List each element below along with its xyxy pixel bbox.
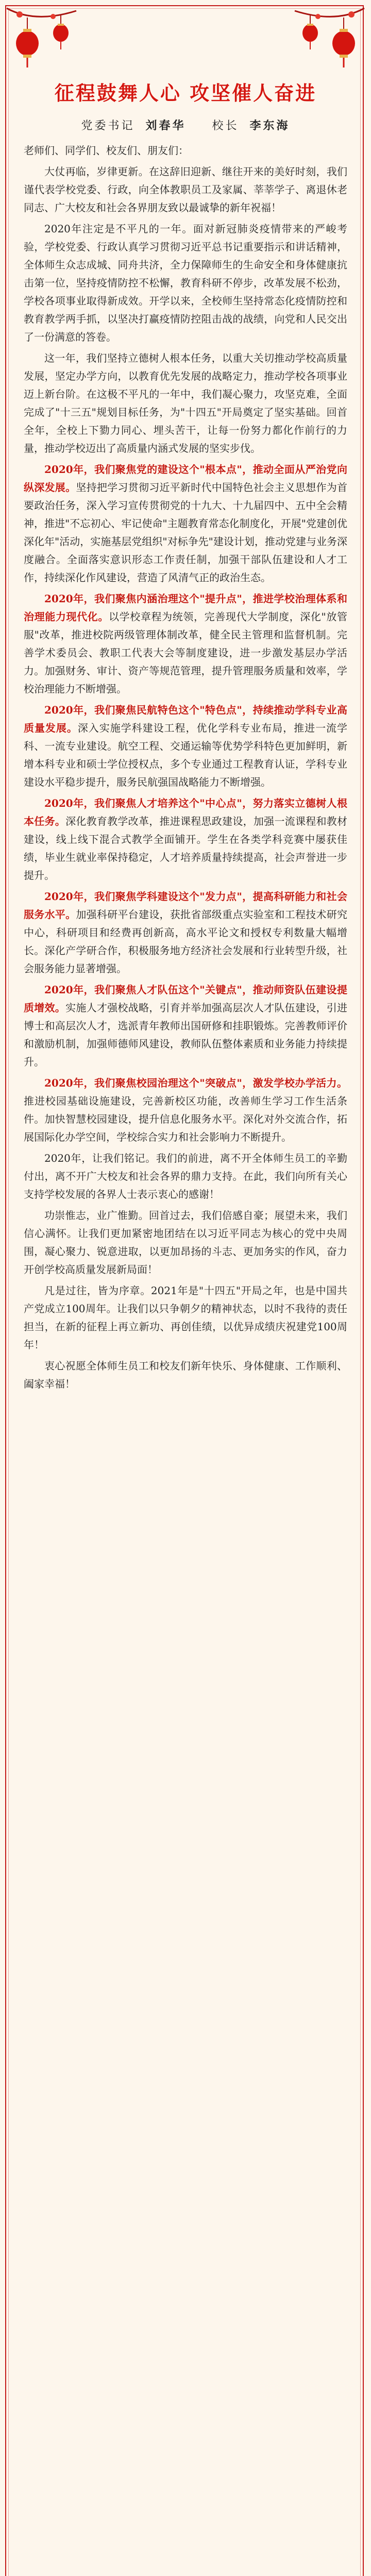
byline-name-president: 李东海 [249,119,290,132]
lantern-decoration-left [4,3,81,75]
closing-paragraph: 功崇惟志，业广惟勤。回首过去，我们倍感自豪；展望未来，我们信心满怀。让我们更加紧密地团结在以习近平同志为核心的党中央周围，凝心聚力、锐意进取，以更加昂扬的斗志、更加务实的作风，奋力开创学校高质量发展新局面！ [24,1209,347,1276]
section-paragraph [24,794,347,885]
section-lead: 2020年，我们聚焦校园治理这个"突破点"，激发学校办学活力。 [44,1077,347,1089]
section-lead: 2020年，我们聚焦党的建设这个"根本点"，推动全面从严治党向纵深发展。 [24,463,347,494]
section-lead: 2020年，我们聚焦内涵治理这个"提升点"，推进学校治理体系和治理能力现代化。 [24,592,347,623]
byline-role-secretary: 党委书记 [81,120,135,132]
section-lead: 2020年，我们聚焦学科建设这个"发力点"，提高科研能力和社会服务水平。 [24,890,347,921]
lantern-decoration-right [290,3,367,75]
flower-ornament-icon [16,11,23,18]
intro-paragraph: 2020年注定是不平凡的一年。面对新冠肺炎疫情带来的严峻考验，学校党委、行政认真学习贯彻习近平总书记重要指示和讲话精神，全体师生众志成城、同舟共济，全力保障师生的生命安全和身体健康抗击第一位，坚持疫情防控不松懈，教育科研不停步，改革发展不松劲，学校各项事业取得新成效。开学以来，全校师生坚持常态化疫情防控和教育教学两手抓，以坚决打赢疫情防控阻击战的战绩，向党和人民交出了一份满意的答卷。 [24,223,347,343]
section-text: 坚持把学习贯彻习近平新时代中国特色社会主义思想作为首要政治任务，深入学习宣传贯彻党的十九大、十九届四中、五中全会精神，推进"不忘初心、牢记使命"主题教育常态化制度化，开展"党建创优深化年"活动，实施基层党组织"对标争先"建设计划，推动党建与业务深度融合。全面落实意识形态工作责任制，加强干部队伍建设和人才工作，持续深化作风建设，营造了风清气正的政治生态。 [24,481,348,584]
section-paragraph [24,461,347,587]
lantern-icon [302,24,318,42]
closing-paragraph: 2020年，让我们铭记。我们的前进，离不开全体师生员工的辛勤付出，离不开广大校友和社会各界的鼎力支持。在此，我们向所有关心支持学校发展的各界人士表示衷心的感谢！ [24,1152,347,1200]
byline [21,117,350,133]
article-body [24,142,347,2576]
section-paragraph [24,981,347,1071]
intro-paragraph: 这一年，我们坚持立德树人根本任务，以重大关切推动学校高质量发展，坚定办学方向，以教育优先发展的战略定力，推动学校各项事业迈上新台阶。在这极不平凡的一年中，我们凝心聚力，攻坚克难，全面完成了"十三五"规划目标任务，为"十四五"开局奠定了坚实基础。回首全年，全校上下勠力同心、埋头苦干，让每一份努力都化作前行的力量，推动学校迈出了高质量内涵式发展的坚实步伐。 [24,352,347,454]
section-text: 加强科研平台建设，获批省部级重点实验室和工程技术研究中心，科研项目和经费再创新高，高水平论文和授权专利数量大幅增长。深化产学研合作，积极服务地方经济社会发展和行业转型升级，社会服务能力显著增强。 [24,908,348,975]
section-lead: 2020年，我们聚焦民航特色这个"特色点"，持续推动学科专业高质量发展。 [24,704,347,734]
section-paragraph [24,590,347,698]
lantern-icon [53,24,69,42]
section-text: 深入实施学科建设工程，优化学科专业布局，推进一流学科、一流专业建设。航空工程、交通运输等优势学科特色更加鲜明，新增本科专业和硕士学位授权点，多个专业通过工程教育认证，学科专业建设水平稳步提升，服务民航强国战略能力不断增强。 [24,722,348,788]
section-paragraph [24,1074,347,1146]
closing-paragraph: 凡是过往，皆为序章。2021年是"十四五"开局之年，也是中国共产党成立100周年。让我们以只争朝夕的精神状态，以时不我待的责任担当，在新的征程上再立新功、再创佳绩，以优异成绩庆祝建党100周年！ [24,1284,347,1351]
section-text: 推进校园基础设施建设，完善新校区功能，改善师生学习工作生活条件。加快智慧校园建设，提升信息化服务水平。深化对外交流合作，拓展国际化办学空间，学校综合实力和社会影响力不断提升。 [24,1095,347,1143]
section-paragraph [24,701,347,791]
section-paragraph [24,888,347,978]
flower-ornament-icon [50,14,56,19]
section-lead: 2020年，我们聚焦人才队伍这个"关键点"，推动师资队伍建设提质增效。 [24,984,347,1014]
byline-role-president: 校长 [212,120,239,132]
closing-wishes: 衷心祝愿全体师生员工和校友们新年快乐、身体健康、工作顺利、阖家幸福！ [24,1360,347,1390]
article-title: 征程鼓舞人心 攻坚催人奋进 [54,81,317,105]
lantern-icon [332,31,355,56]
lantern-icon [16,31,39,56]
flower-ornament-icon [315,14,321,19]
flower-ornament-icon [348,11,355,18]
section-text: 深化教育教学改革，推进课程思政建设，加强一流课程和教材建设，线上线下混合式教学全面铺开。学生在各类学科竞赛中屡获佳绩，毕业生就业率保持稳定，人才培养质量持续提高，社会声誉进一步提升。 [24,815,348,882]
article-header [21,77,350,133]
section-text: 以学校章程为统领，完善现代大学制度，深化"放管服"改革，推进校院两级管理体制改革，健全民主管理和监督机制。完善学术委员会、教职工代表大会等制度建设，进一步激发基层办学活力。加强财务、审计、资产等规范管理，提升管理服务质量和效率，学校治理能力不断增强。 [24,611,347,695]
byline-name-secretary: 刘春华 [145,119,186,132]
greeting: 老师们、同学们、校友们、朋友们： [24,144,189,157]
section-text: 实施人才强校战略，引育并举加强高层次人才队伍建设，引进博士和高层次人才，选派青年教师出国研修和挂职锻炼。完善教师评价和激励机制，加强师德师风建设，教师队伍整体素质和业务能力持续提升。 [24,1002,348,1068]
section-lead: 2020年，我们聚焦人才培养这个"中心点"，努力落实立德树人根本任务。 [24,797,347,827]
intro-paragraph: 大仗再临，岁律更新。在这辞旧迎新、继往开来的美好时刻，我们谨代表学校党委、行政，向全体教职员工及家属、莘莘学子、离退休老同志、广大校友和社会各界朋友致以最诚挚的新年祝福！ [24,165,347,214]
